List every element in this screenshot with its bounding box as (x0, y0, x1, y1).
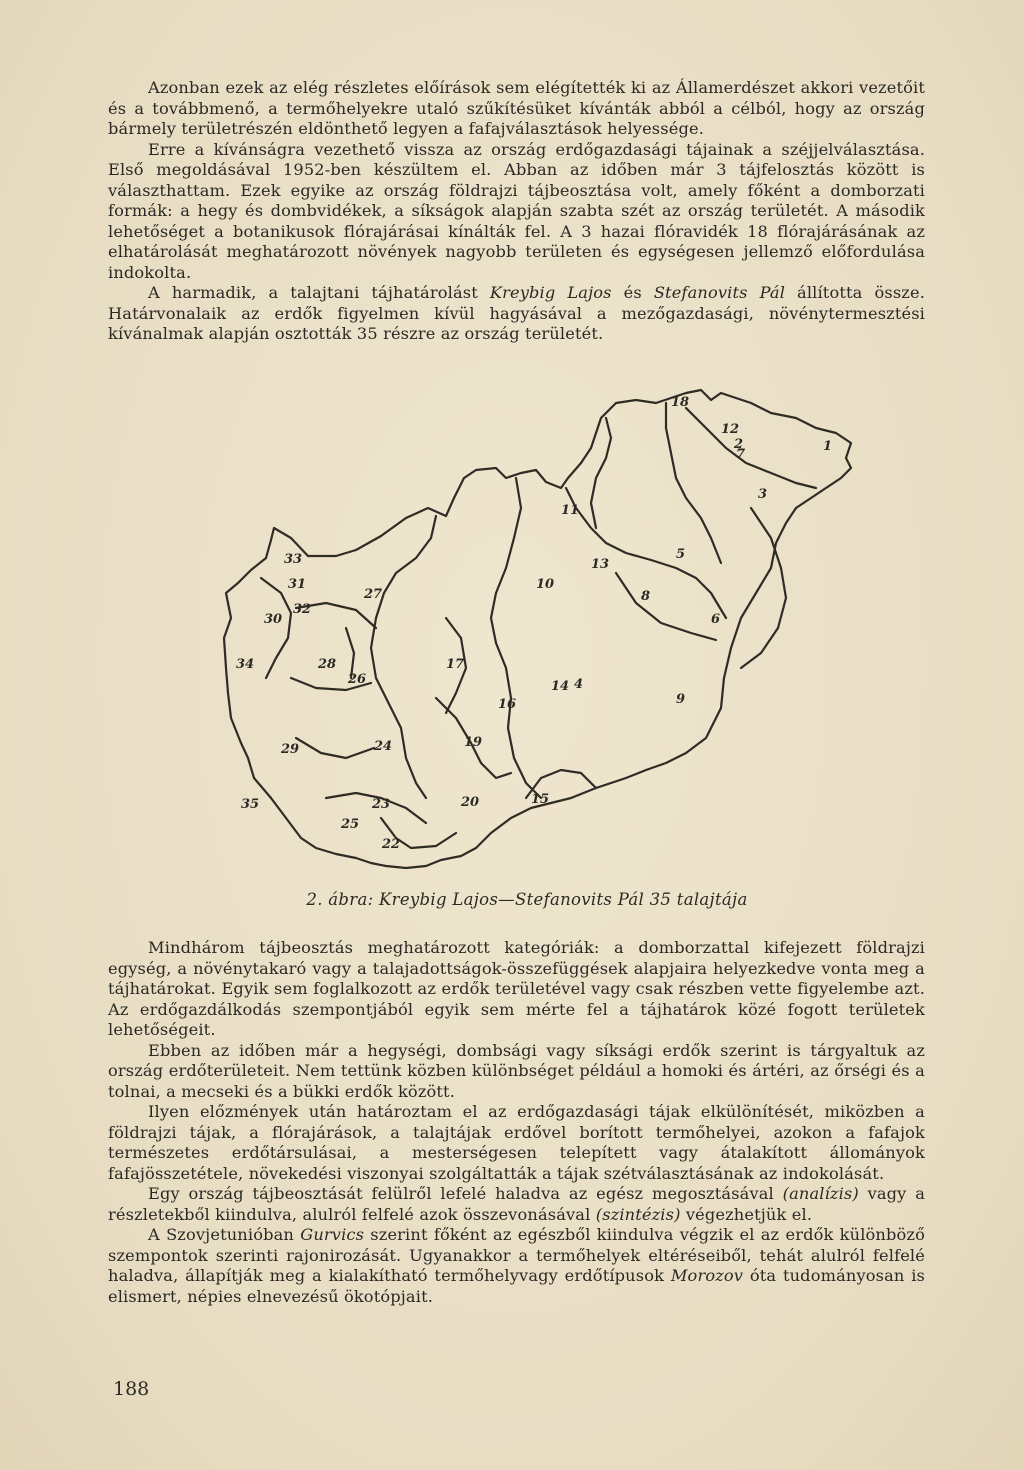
region-label-7: 7 (736, 447, 746, 462)
region-label-13: 13 (591, 557, 610, 572)
region-label-4: 4 (574, 677, 584, 692)
author-name: Morozov (670, 1266, 744, 1285)
region-label-12: 12 (721, 422, 740, 437)
text-run: vagy a részletekből kiindulva, alulról felfelé azok összevonásával (108, 1184, 925, 1224)
region-label-20: 20 (461, 795, 480, 810)
paragraph: Ebben az időben már a hegységi, dombsági vagy síksági erdők szerint is tárgyaltuk az ország erdőterületeit. Nem tettünk közben különbséget például a homoki és ártéri, az őrségi és a tolnai, a mecseki és a bükki erdők között. (108, 1040, 925, 1101)
region-label-27: 27 (364, 587, 383, 602)
bottom-text-block (108, 938, 925, 1307)
region-label-25: 25 (341, 817, 360, 832)
region-boundary (741, 508, 786, 668)
figure-caption: 2. ábra: Kreybig Lajos—Stefanovits Pál 35 talajtája (306, 890, 748, 909)
region-label-9: 9 (676, 692, 686, 707)
hungary-soil-region-map (196, 378, 876, 888)
region-boundary (346, 628, 354, 678)
paragraph: Mindhárom tájbeosztás meghatározott kategóriák: a domborzattal kifejezett földrajzi egység, a növénytakaró vagy a talajadottságok-összefüggések alapjaira helyezkedve vonta meg a tájhatárokat. Egyik sem foglalkozott az erdők területével vagy csak részben vette figyelembe azt. Az erdőgazdálkodás szempontjából egyik sem mérte fel a tájhatárok közé fogott területek lehetőségeit. (108, 938, 925, 1039)
region-boundary (261, 578, 291, 678)
text-run: óta tudományosan is elismert, népies elnevezésű ökotópjait. (108, 1266, 926, 1306)
region-label-14: 14 (551, 679, 570, 694)
text-run: Egy ország tájbeosztását felülről lefelé haladva az egész megosztásával (148, 1184, 783, 1203)
text-run: A harmadik, a talajtani tájhatárolást (148, 283, 490, 302)
region-boundary (371, 516, 436, 798)
paragraph: Azonban ezek az elég részletes előírások sem elégítették ki az Államerdészet akkori vezetőit és a továbbmenő, a termőhelyekre utaló szűkítésüket kívánták abból a célból, hogy az ország bármely területrészén eldönthető legyen a fafajválasztások helyessége. (108, 78, 925, 138)
text-run: szerint főként az egészből kiindulva végzik el az erdők különböző szempontok szerinti rajonirozását. Ugyanakkor a termőhelyek eltéréseiből, tehát alulról felfelé haladva, állapítják meg a kialakítható termőhelyvagy erdőtípusok (108, 1225, 925, 1285)
text-run: végezhetjük el. (680, 1204, 813, 1224)
soil-region-map-figure (196, 378, 876, 888)
region-label-15: 15 (531, 792, 550, 807)
region-label-1: 1 (823, 439, 833, 454)
paragraph (108, 283, 925, 345)
region-label-6: 6 (711, 612, 721, 627)
author-name: Stefanovits Pál (653, 283, 786, 302)
text-run: A Szovjetunióban (148, 1225, 301, 1244)
region-boundary (591, 418, 611, 528)
paragraph (108, 1225, 925, 1307)
region-label-26: 26 (348, 672, 367, 687)
region-label-16: 16 (498, 697, 517, 712)
region-label-19: 19 (464, 735, 483, 750)
author-name: Kreybig Lajos (489, 283, 612, 302)
region-boundary (666, 403, 721, 563)
region-label-11: 11 (561, 503, 580, 518)
term: (analízis) (782, 1184, 859, 1203)
region-label-23: 23 (372, 797, 391, 812)
region-label-29: 29 (281, 742, 300, 757)
region-boundary (491, 478, 541, 798)
region-label-5: 5 (676, 547, 686, 562)
region-label-24: 24 (374, 739, 393, 754)
region-label-22: 22 (382, 837, 401, 852)
region-boundary (686, 408, 816, 488)
page-number: 188 (113, 1378, 150, 1400)
region-label-2: 2 (734, 437, 744, 452)
region-label-3: 3 (758, 487, 768, 502)
region-label-34: 34 (236, 657, 255, 672)
top-text-block (108, 78, 925, 345)
region-label-10: 10 (536, 577, 555, 592)
paragraph: Ilyen előzmények után határoztam el az erdőgazdasági tájak elkülönítését, miközben a földrajzi tájak, a flórajárások, a talajtájak erdővel borított termőhelyei, azokon a fafajok természetes erdőtársulásai, a mesterségesen telepített vagy átalakított állományok fafajösszetétele, növekedési viszonyai szolgáltatták a tájak szétválasztásának az indokolását. (108, 1102, 925, 1183)
region-label-17: 17 (446, 657, 465, 672)
author-name: Gurvics (300, 1225, 365, 1244)
paragraph: Erre a kívánságra vezethető vissza az ország erdőgazdasági tájainak a széjjelválasztása. Első megoldásával 1952-ben készültem el. Abban az időben már 3 tájfelosztás között is választhattam. Ezek egyike az ország földrajzi tájbeosztása volt, amely főként a domborzati formák: a hegy és dombvidékek, a síkságok alapján szabta szét az ország területét. A második lehetőséget a botanikusok flórajárásai kínálták fel. A 3 hazai flóravidék 18 flórajárásának az elhatárolását meghatározott növények nagyobb területen és egységesen jellemző előfordulása indokolta. (108, 139, 925, 282)
region-boundary (296, 738, 374, 758)
region-label-30: 30 (264, 612, 283, 627)
text-run: állította össze. Határvonalaik az erdők figyelmen kívül hagyásával a mezőgazdasági, növénytermesztési kívánalmak alapján osztották 35 részre az ország területét. (108, 283, 925, 343)
region-label-8: 8 (641, 589, 651, 604)
region-label-32: 32 (293, 602, 312, 617)
region-label-31: 31 (288, 577, 307, 592)
region-label-33: 33 (284, 552, 303, 567)
region-label-18: 18 (671, 395, 690, 410)
paragraph (108, 1184, 925, 1225)
term: (szintézis) (595, 1204, 681, 1224)
region-label-35: 35 (241, 797, 260, 812)
region-label-28: 28 (318, 657, 337, 672)
text-run: és (611, 283, 654, 302)
